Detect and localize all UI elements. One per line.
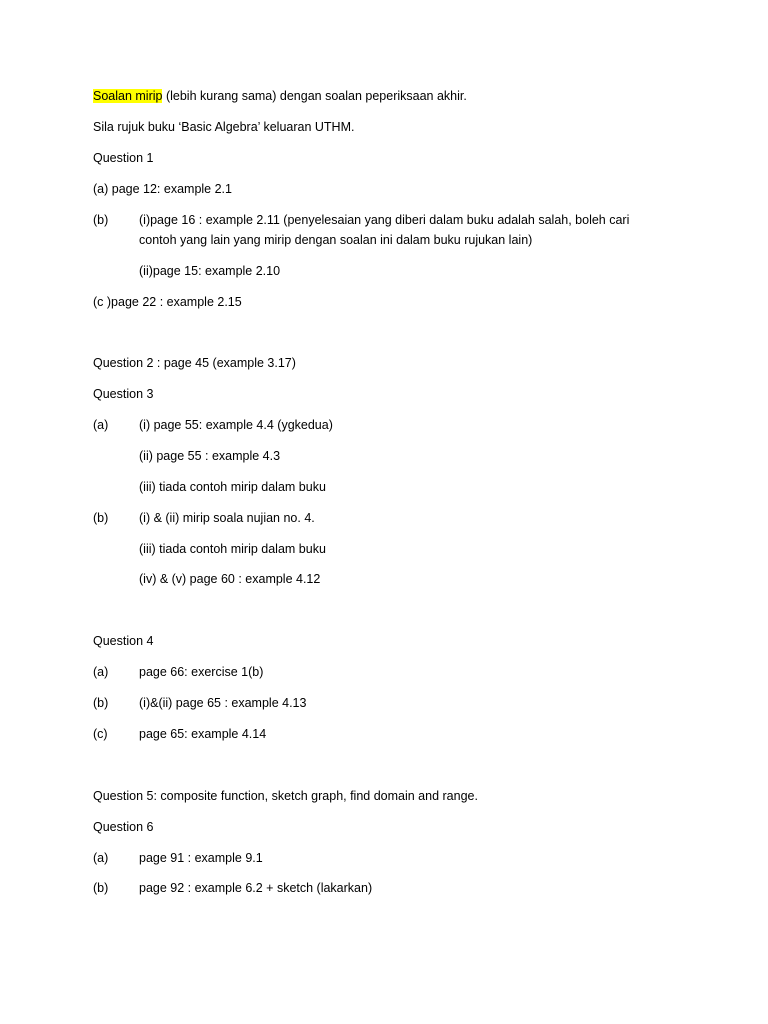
question-1-b-ii: (ii)page 15: example 2.10 xyxy=(139,264,281,278)
question-2-title: Question 2 : page 45 (example 3.17) xyxy=(93,356,296,370)
question-1-b-i-line1: (i)page 16 : example 2.11 (penyelesaian yang diberi dalam buku adalah salah, boleh cari xyxy=(139,213,630,227)
question-3-b-iii: (iii) tiada contoh mirip dalam buku xyxy=(139,542,326,556)
question-1-a: (a) page 12: example 2.1 xyxy=(93,182,232,196)
question-6-a-label: (a) xyxy=(93,851,109,865)
question-3-a-iii: (iii) tiada contoh mirip dalam buku xyxy=(139,480,326,494)
question-4-a-label: (a) xyxy=(93,665,109,679)
question-3-b-iv: (iv) & (v) page 60 : example 4.12 xyxy=(139,572,321,586)
question-1-title: Question 1 xyxy=(93,151,154,165)
refer-line: Sila rujuk buku ‘Basic Algebra’ keluaran UTHM. xyxy=(93,120,355,134)
question-4-c-label: (c) xyxy=(93,727,108,741)
question-4-c: page 65: example 4.14 xyxy=(139,727,267,741)
question-6-b-label: (b) xyxy=(93,881,109,895)
question-4-b: (i)&(ii) page 65 : example 4.13 xyxy=(139,696,307,710)
intro-line xyxy=(93,88,467,104)
question-6-a: page 91 : example 9.1 xyxy=(139,851,263,865)
question-3-title: Question 3 xyxy=(93,387,154,401)
question-6-title: Question 6 xyxy=(93,820,154,834)
question-3-a-i: (i) page 55: example 4.4 (ygkedua) xyxy=(139,418,333,432)
question-3-a-ii: (ii) page 55 : example 4.3 xyxy=(139,449,281,463)
question-4-title: Question 4 xyxy=(93,634,154,648)
question-4-b-label: (b) xyxy=(93,696,109,710)
question-1-c: (c )page 22 : example 2.15 xyxy=(93,295,242,309)
question-1-b-i-line2: contoh yang lain yang mirip dengan soalan ini dalam buku rujukan lain) xyxy=(139,233,533,247)
question-3-b-i: (i) & (ii) mirip soala nujian no. 4. xyxy=(139,511,315,525)
question-5-title: Question 5: composite function, sketch graph, find domain and range. xyxy=(93,789,478,803)
question-6-b: page 92 : example 6.2 + sketch (lakarkan) xyxy=(139,881,373,895)
question-3-a-label: (a) xyxy=(93,418,109,432)
intro-rest: (lebih kurang sama) dengan soalan peperiksaan akhir. xyxy=(162,89,467,103)
highlighted-text: Soalan mirip xyxy=(93,89,163,103)
question-1-b-label: (b) xyxy=(93,213,109,227)
question-3-b-label: (b) xyxy=(93,511,109,525)
question-4-a: page 66: exercise 1(b) xyxy=(139,665,264,679)
